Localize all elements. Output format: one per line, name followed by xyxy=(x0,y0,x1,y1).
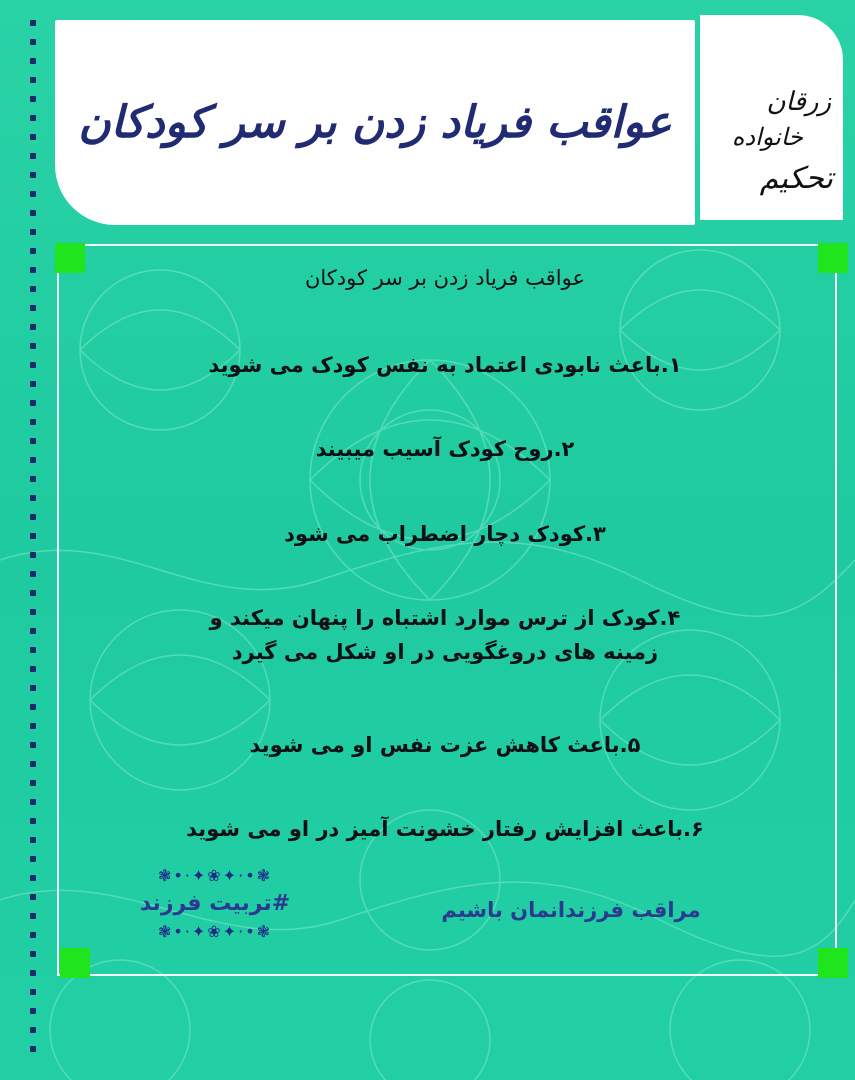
border-dot xyxy=(30,856,36,862)
border-dot xyxy=(30,514,36,520)
border-dot xyxy=(30,20,36,26)
title-banner xyxy=(55,20,695,225)
ornament-bottom: ❃•·✦❀✦·•❃ xyxy=(157,922,273,941)
border-dot xyxy=(30,495,36,501)
border-dot xyxy=(30,39,36,45)
border-dot xyxy=(30,229,36,235)
border-dot xyxy=(30,685,36,691)
border-dot xyxy=(30,324,36,330)
border-dot xyxy=(30,77,36,83)
border-dot xyxy=(30,267,36,273)
border-dot xyxy=(30,96,36,102)
border-dot xyxy=(30,343,36,349)
border-dot xyxy=(30,248,36,254)
corner-square-top-right xyxy=(818,243,848,273)
border-dot xyxy=(30,742,36,748)
border-dot xyxy=(30,837,36,843)
list-item xyxy=(70,348,820,382)
hashtag-block xyxy=(100,866,330,942)
list-item-line: ۳.کودک دچار اضطراب می شود xyxy=(284,522,606,546)
content-subtitle: عواقب فریاد زدن بر سر کودکان xyxy=(304,266,585,290)
border-dot xyxy=(30,894,36,900)
dotted-border-left xyxy=(30,20,38,1070)
border-dot xyxy=(30,1008,36,1014)
border-dot xyxy=(30,134,36,140)
border-dot xyxy=(30,476,36,482)
border-dot xyxy=(30,799,36,805)
border-dot xyxy=(30,818,36,824)
border-dot xyxy=(30,305,36,311)
border-dot xyxy=(30,172,36,178)
border-dot xyxy=(30,1027,36,1033)
border-dot xyxy=(30,628,36,634)
border-dot xyxy=(30,951,36,957)
logo-line-3: تحکیم xyxy=(759,161,833,196)
logo-line-2: خانواده xyxy=(731,123,803,151)
list-item-line: ۵.باعث کاهش عزت نفس او می شوید xyxy=(249,733,641,757)
border-dot xyxy=(30,704,36,710)
list-item-line: زمینه های دروغگویی در او شکل می گیرد xyxy=(231,640,659,664)
list-item-line: ۲.روح کودک آسیب میبیند xyxy=(315,437,575,461)
logo xyxy=(700,15,843,220)
border-dot xyxy=(30,970,36,976)
list-item xyxy=(70,728,820,762)
border-dot xyxy=(30,913,36,919)
list-item-line: ۴.کودک از ترس موارد اشتباه را پنهان میکند و xyxy=(209,606,681,630)
border-dot xyxy=(30,932,36,938)
page-title: عواقب فریاد زدن بر سر کودکان xyxy=(78,97,672,148)
list-item xyxy=(70,812,820,846)
list-item xyxy=(70,601,820,669)
logo-line-1: زرقان xyxy=(766,87,831,117)
list-item-line: ۶.باعث افزایش رفتار خشونت آمیز در او می شوید xyxy=(186,817,704,841)
border-dot xyxy=(30,1046,36,1052)
border-dot xyxy=(30,609,36,615)
hashtag-link[interactable]: #تربیت فرزند xyxy=(139,891,291,916)
corner-square-bottom-right xyxy=(818,948,848,978)
border-dot xyxy=(30,875,36,881)
border-dot xyxy=(30,723,36,729)
list-item xyxy=(70,432,820,466)
border-dot xyxy=(30,58,36,64)
border-dot xyxy=(30,191,36,197)
border-dot xyxy=(30,286,36,292)
footer-message: مراقب فرزندانمان باشیم xyxy=(441,898,701,922)
border-dot xyxy=(30,780,36,786)
border-dot xyxy=(30,571,36,577)
border-dot xyxy=(30,438,36,444)
border-dot xyxy=(30,666,36,672)
list-item-line: ۱.باعث نابودی اعتماد به نفس کودک می شوید xyxy=(208,353,682,377)
border-dot xyxy=(30,210,36,216)
border-dot xyxy=(30,419,36,425)
border-dot xyxy=(30,533,36,539)
border-dot xyxy=(30,400,36,406)
border-dot xyxy=(30,457,36,463)
list-item xyxy=(70,517,820,551)
border-dot xyxy=(30,115,36,121)
ornament-top: ❃•·✦❀✦·•❃ xyxy=(157,866,273,885)
border-dot xyxy=(30,761,36,767)
border-dot xyxy=(30,362,36,368)
border-dot xyxy=(30,989,36,995)
border-dot xyxy=(30,552,36,558)
border-dot xyxy=(30,647,36,653)
corner-square-bottom-left xyxy=(60,948,90,978)
border-dot xyxy=(30,153,36,159)
border-dot xyxy=(30,381,36,387)
border-dot xyxy=(30,590,36,596)
